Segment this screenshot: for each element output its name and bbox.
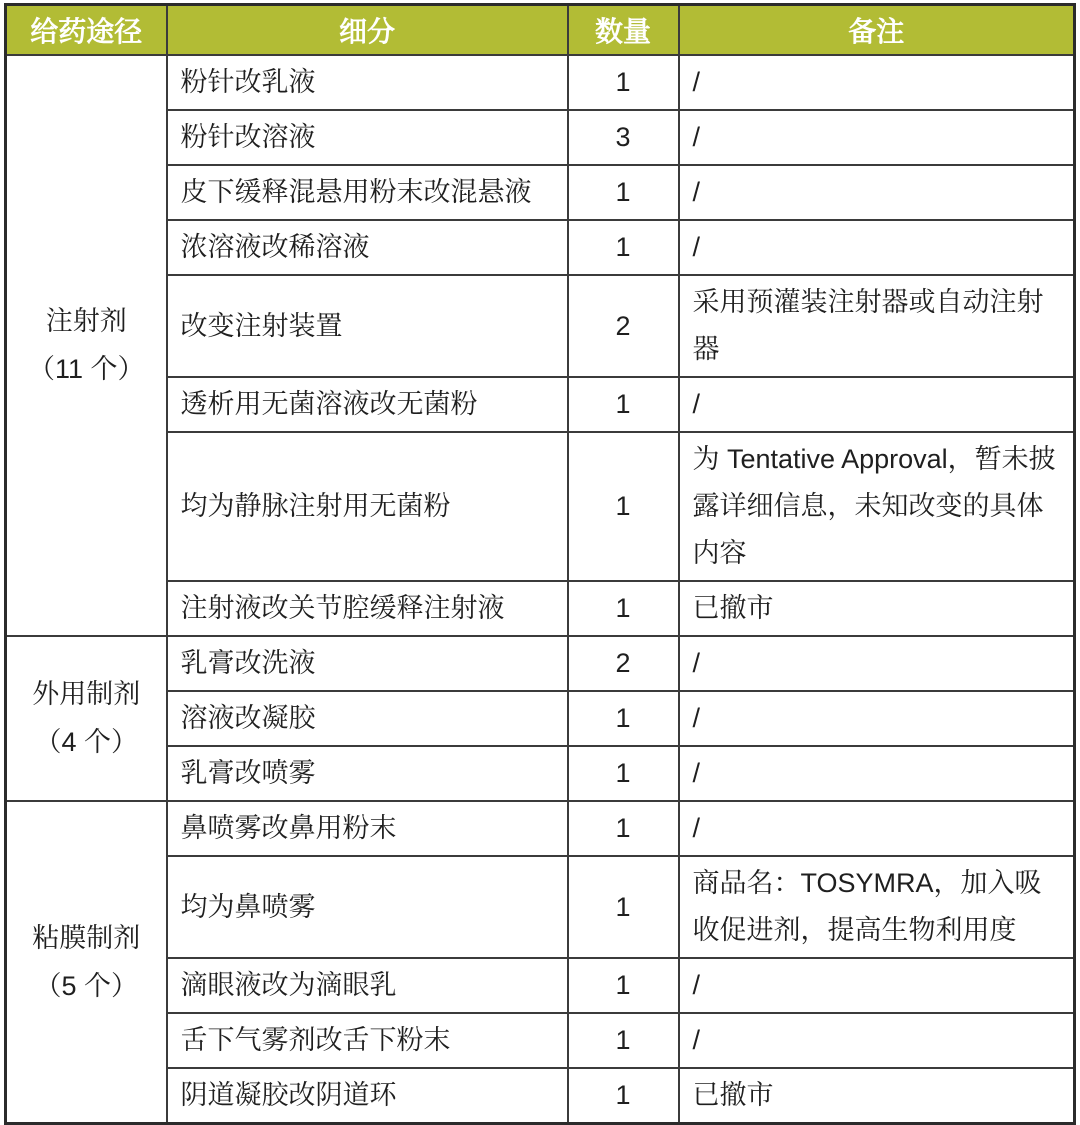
detail-cell: 均为静脉注射用无菌粉 [167, 432, 568, 581]
col-header-note: 备注 [679, 5, 1075, 55]
qty-cell: 1 [568, 856, 679, 958]
note-cell: / [679, 1013, 1075, 1068]
detail-cell: 浓溶液改稀溶液 [167, 220, 568, 275]
note-cell: / [679, 220, 1075, 275]
table-row [6, 110, 1075, 165]
qty-cell: 1 [568, 1013, 679, 1068]
note-cell: / [679, 691, 1075, 746]
note-cell: / [679, 746, 1075, 801]
table-row [6, 220, 1075, 275]
note-cell: / [679, 110, 1075, 165]
route-name: 注射剂 [45, 306, 127, 336]
detail-cell: 改变注射装置 [167, 275, 568, 377]
detail-cell: 粉针改乳液 [167, 55, 568, 110]
qty-cell: 1 [568, 377, 679, 432]
note-cell: 已撤市 [679, 1068, 1075, 1124]
detail-cell: 溶液改凝胶 [167, 691, 568, 746]
route-count: （11 个） [27, 354, 145, 384]
note-cell: / [679, 958, 1075, 1013]
table-body [6, 55, 1075, 1124]
detail-cell: 滴眼液改为滴眼乳 [167, 958, 568, 1013]
table-row [6, 275, 1075, 377]
note-cell: 为 Tentative Approval，暂未披露详细信息，未知改变的具体内容 [679, 432, 1075, 581]
table-row [6, 636, 1075, 691]
route-cell [6, 636, 167, 801]
route-name: 外用制剂 [32, 679, 141, 709]
table-row [6, 691, 1075, 746]
qty-cell: 1 [568, 1068, 679, 1124]
note-cell: / [679, 377, 1075, 432]
note-cell: / [679, 636, 1075, 691]
col-header-detail: 细分 [167, 5, 568, 55]
detail-cell: 乳膏改喷雾 [167, 746, 568, 801]
qty-cell: 2 [568, 636, 679, 691]
table-row [6, 746, 1075, 801]
table-row [6, 958, 1075, 1013]
note-cell: / [679, 801, 1075, 856]
detail-cell: 均为鼻喷雾 [167, 856, 568, 958]
note-cell: 采用预灌装注射器或自动注射器 [679, 275, 1075, 377]
qty-cell: 1 [568, 165, 679, 220]
detail-cell: 鼻喷雾改鼻用粉末 [167, 801, 568, 856]
qty-cell: 1 [568, 581, 679, 636]
detail-cell: 乳膏改洗液 [167, 636, 568, 691]
detail-cell: 舌下气雾剂改舌下粉末 [167, 1013, 568, 1068]
table-row [6, 581, 1075, 636]
table-row [6, 55, 1075, 110]
qty-cell: 1 [568, 691, 679, 746]
qty-cell: 2 [568, 275, 679, 377]
detail-cell: 注射液改关节腔缓释注射液 [167, 581, 568, 636]
note-cell: 商品名：TOSYMRA，加入吸收促进剂，提高生物利用度 [679, 856, 1075, 958]
col-header-qty: 数量 [568, 5, 679, 55]
route-count: （5 个） [34, 970, 139, 1001]
table-row [6, 432, 1075, 581]
header-row [6, 5, 1075, 55]
qty-cell: 1 [568, 746, 679, 801]
col-header-route: 给药途径 [6, 5, 167, 55]
qty-cell: 1 [568, 432, 679, 581]
qty-cell: 3 [568, 110, 679, 165]
qty-cell: 1 [568, 220, 679, 275]
detail-cell: 阴道凝胶改阴道环 [167, 1068, 568, 1124]
table-row [6, 1013, 1075, 1068]
table-row [6, 165, 1075, 220]
qty-cell: 1 [568, 958, 679, 1013]
note-cell: / [679, 55, 1075, 110]
detail-cell: 皮下缓释混悬用粉末改混悬液 [167, 165, 568, 220]
dosage-route-table [4, 3, 1076, 1125]
note-cell: 已撤市 [679, 581, 1075, 636]
route-cell [6, 801, 167, 1124]
detail-cell: 透析用无菌溶液改无菌粉 [167, 377, 568, 432]
detail-cell: 粉针改溶液 [167, 110, 568, 165]
table-row [6, 856, 1075, 958]
table-row [6, 801, 1075, 856]
route-name: 粘膜制剂 [32, 922, 141, 953]
route-count: （4 个） [34, 727, 139, 757]
table-row [6, 377, 1075, 432]
route-cell [6, 55, 167, 636]
table-row [6, 1068, 1075, 1124]
note-cell: / [679, 165, 1075, 220]
qty-cell: 1 [568, 801, 679, 856]
qty-cell: 1 [568, 55, 679, 110]
